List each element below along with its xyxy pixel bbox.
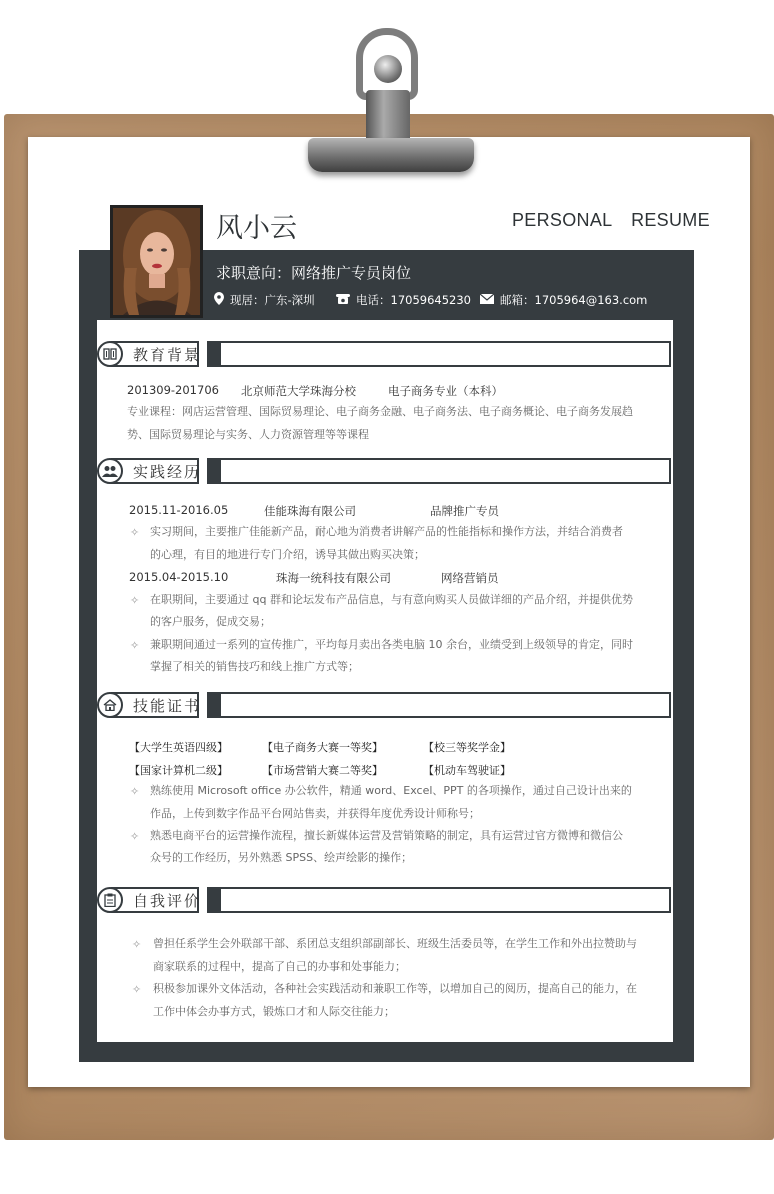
edu-major: 电子商务专业（本科） [388, 384, 503, 398]
phone-text: 电话：17059645230 [356, 293, 471, 307]
phone-icon [336, 293, 350, 307]
section-header-self-eval [97, 887, 671, 915]
section-header-education [97, 341, 671, 369]
edu-courses-line: 势、国际贸易理论与实务、人力资源管理等等课程 [127, 428, 369, 441]
job-role: 网络营销员 [441, 571, 499, 585]
award-item: 【市场营销大赛二等奖】 [262, 764, 383, 777]
self-eval-line: 曾担任系学生会外联部干部、系团总支组织部副部长、班级生活委员等，在学生工作和外出拉赞助与 [153, 937, 637, 950]
section-title: 自我评价 [133, 892, 202, 910]
clip-knob [374, 55, 402, 83]
section-title: 教育背景 [133, 346, 202, 364]
job-point-line: 掌握了相关的销售技巧和线上推广方式等； [150, 660, 359, 673]
job-company: 佳能珠海有限公司 [264, 504, 356, 518]
job-period: 2015.04-2015.10 [129, 570, 229, 584]
binder-clip [308, 138, 474, 172]
email-text: 邮箱：1705964@163.com [500, 293, 648, 307]
award-item: 【大学生英语四级】 [129, 741, 228, 754]
envelope-icon [480, 293, 494, 307]
job-point-line: 兼职期间通过一系列的宣传推广，平均每月卖出各类电脑 10 余台，业绩受到上级领导的肯定，同时 [150, 638, 633, 651]
job-intent: 求职意向：网络推广专员岗位 [216, 264, 412, 282]
job-role: 品牌推广专员 [430, 504, 499, 518]
award-item: 【校三等奖学金】 [423, 741, 511, 754]
person-name: 风小云 [216, 213, 297, 244]
contact-location [214, 292, 315, 308]
people-icon [97, 458, 123, 484]
section-header-skills [97, 692, 671, 720]
job-point-line: 的客户服务，促成交易； [150, 615, 271, 628]
skill-point-line: 作品，上传到数字作品平台网站售卖，并获得年度优秀设计师称号； [150, 807, 480, 820]
job-period: 2015.11-2016.05 [129, 503, 229, 517]
profile-photo [110, 205, 203, 318]
contact-phone [336, 292, 471, 308]
job-company: 珠海一统科技有限公司 [276, 571, 391, 585]
self-eval-line: 商家联系的过程中，提高了自己的办事和处事能力； [153, 960, 406, 973]
section-title: 实践经历 [133, 463, 202, 481]
award-item: 【机动车驾驶证】 [423, 764, 511, 777]
bullet-icon: ✧ [130, 830, 140, 843]
edu-period: 201309-201706 [127, 383, 219, 397]
award-item: 【电子商务大赛一等奖】 [262, 741, 383, 754]
award-item: 【国家计算机二级】 [129, 764, 228, 777]
resume-title: PERSONAL RESUME [512, 210, 710, 230]
section-title: 技能证书 [133, 697, 202, 715]
job-point-line: 的心理，有目的地进行专门介绍，诱导其做出购买决策； [150, 548, 425, 561]
edu-school: 北京师范大学珠海分校 [241, 384, 356, 398]
section-header-experience [97, 458, 671, 486]
job-point-line: 实习期间，主要推广佳能新产品，耐心地为消费者讲解产品的性能指标和操作方法，并结合消费者 [150, 525, 623, 538]
location-pin-icon [214, 292, 224, 308]
bullet-icon: ✧ [132, 983, 142, 996]
contact-email [480, 292, 647, 308]
self-eval-line: 积极参加课外文体活动，各种社会实践活动和兼职工作等，以增加自己的阅历，提高自己的能力，在 [153, 982, 637, 995]
bullet-icon: ✧ [130, 639, 140, 652]
bullet-icon: ✧ [130, 785, 140, 798]
edu-courses-line: 专业课程：网店运营管理、国际贸易理论、电子商务金融、电子商务法、电子商务概论、电子商务发展趋 [127, 405, 633, 418]
job-point-line: 在职期间，主要通过 qq 群和论坛发布产品信息，与有意向购买人员做详细的产品介绍，并提供优势 [150, 593, 633, 606]
skill-point-line: 熟悉电商平台的运营操作流程，擅长新媒体运营及营销策略的制定，具有运营过官方微博和微信公 [150, 829, 623, 842]
house-icon [97, 692, 123, 718]
location-text: 现居：广东-深圳 [230, 293, 315, 307]
bullet-icon: ✧ [130, 526, 140, 539]
bullet-icon: ✧ [132, 938, 142, 951]
skill-point-line: 熟练使用 Microsoft office 办公软件，精通 word、Excel、PPT 的各项操作，通过自己设计出来的 [150, 784, 632, 797]
bullet-icon: ✧ [130, 594, 140, 607]
skill-point-line: 众号的工作经历，另外熟悉 SPSS、绘声绘影的操作； [150, 851, 413, 864]
clipboard-icon [97, 887, 123, 913]
book-icon [97, 341, 123, 367]
self-eval-line: 工作中体会办事方式，锻炼口才和人际交往能力； [153, 1005, 395, 1018]
